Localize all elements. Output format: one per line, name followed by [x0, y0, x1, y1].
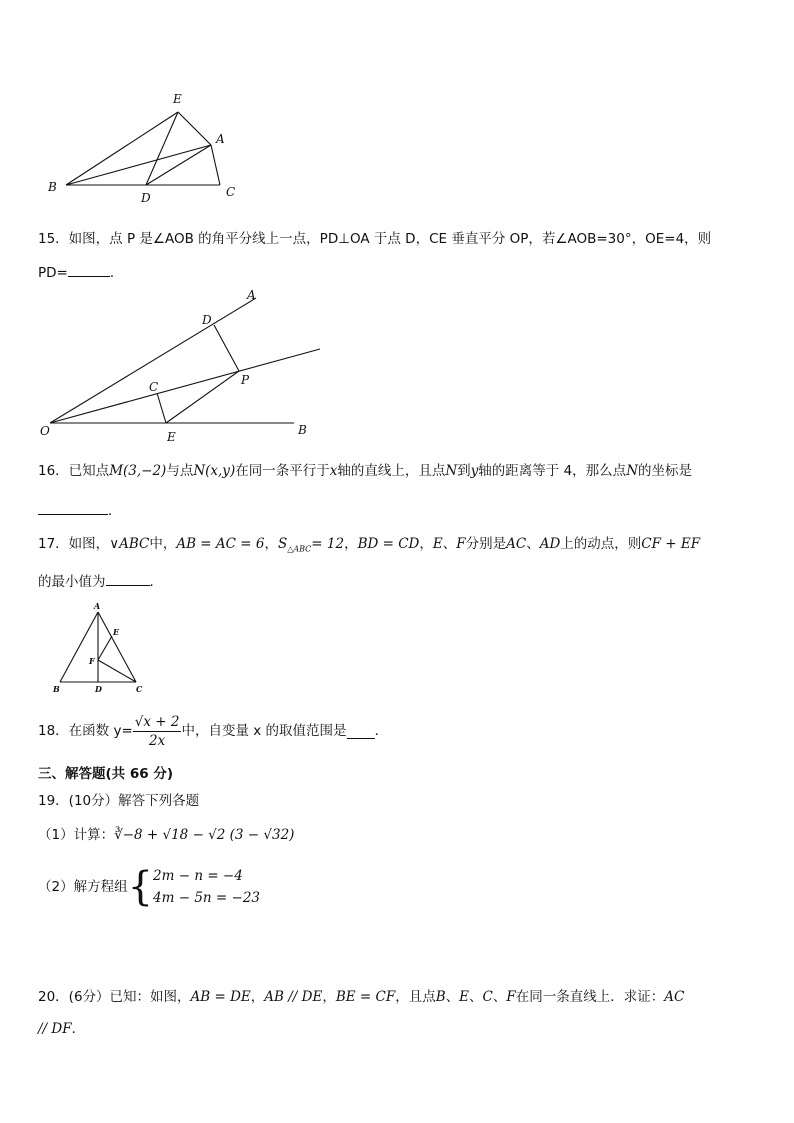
q20-line1 — [38, 988, 684, 1006]
q17-text-4: 上的动点，则 — [560, 536, 642, 552]
q17-end: ． — [149, 574, 163, 590]
q17-area-sub: △ABC — [287, 544, 312, 554]
q17-sep3: ， — [419, 536, 433, 552]
label-f: F — [89, 656, 95, 666]
q17-dot1: 、 — [442, 536, 457, 552]
ray-op — [50, 349, 320, 423]
q20-b: B — [435, 989, 446, 1005]
ray-oa — [50, 298, 256, 423]
q20-text-1: 20．(6分）已知：如图， — [38, 989, 191, 1005]
q20-parallel-df: // DF — [38, 1021, 72, 1037]
q17-text-1: 17．如图， — [38, 536, 110, 552]
q19-system — [153, 865, 260, 909]
label-d: D — [95, 684, 102, 694]
label-p: P — [241, 373, 250, 387]
q18-answer-blank[interactable] — [347, 724, 375, 739]
label-a: A — [216, 132, 225, 146]
q20-dot2: 、 — [468, 989, 483, 1005]
label-d: D — [202, 313, 212, 327]
q20-text-2: ，且点 — [395, 989, 436, 1005]
q16-x: x — [329, 463, 338, 479]
segment-ac — [211, 145, 220, 185]
q20-e: E — [459, 989, 469, 1005]
q20-sep1: ， — [250, 989, 265, 1005]
q20-line2 — [38, 1020, 85, 1038]
q19-part1-expression: ∛−8 + √18 − √2 (3 − √32) — [114, 827, 295, 843]
segment-fe — [98, 636, 112, 660]
q18-text-1: 18．在函数 y= — [38, 723, 133, 739]
q17-ad: AD — [539, 536, 561, 552]
q16-text-5: 到 — [457, 463, 471, 479]
q15-answer-blank[interactable] — [68, 262, 110, 277]
segment-pe — [166, 371, 239, 423]
label-b: B — [48, 180, 57, 194]
q17-eq1: AB = AC = 6 — [176, 536, 265, 552]
q15-line1: 15．如图，点 P 是∠AOB 的角平分线上一点，PD⊥OA 于点 D，CE 垂直平分 OP，若∠AOB=30°，OE=4，则 — [38, 231, 712, 247]
segment-ea — [178, 112, 211, 145]
q15-pd-label: PD= — [38, 265, 68, 281]
label-a: A — [247, 288, 256, 302]
q16-end: ． — [108, 503, 122, 519]
segment-be — [66, 112, 178, 185]
label-c: C — [149, 380, 159, 394]
label-b: B — [53, 684, 60, 694]
q20-eq1: AB = DE — [190, 989, 251, 1005]
q17-sep1: ， — [264, 536, 278, 552]
q18-numerator: √x + 2 — [134, 713, 180, 730]
segment-dp — [214, 325, 239, 371]
q17-triangle: ∨ABC — [109, 536, 150, 552]
q16-line2 — [38, 500, 122, 520]
q18-end: ． — [374, 723, 389, 739]
q17-line2 — [38, 571, 163, 591]
label-e: E — [173, 92, 182, 106]
q20-end: ． — [71, 1021, 86, 1037]
q19-part1-label: （1）计算： — [38, 827, 115, 843]
label-e: E — [113, 627, 120, 637]
label-c: C — [136, 684, 143, 694]
segment-ba — [66, 145, 211, 185]
q20-eq2: BE = CF — [335, 989, 396, 1005]
q17-e: E — [432, 536, 443, 552]
q17-text-3: 分别是 — [465, 536, 507, 552]
label-e: E — [167, 430, 176, 444]
q16-point-m: M(3,−2) — [109, 463, 167, 479]
figure-q15 — [36, 288, 336, 448]
q19-brace: { — [127, 864, 154, 910]
q20-parallel: AB // DE — [264, 989, 323, 1005]
label-d: D — [141, 191, 151, 205]
q20-sep2: ， — [322, 989, 336, 1005]
q18-denominator: 2x — [149, 732, 166, 749]
q16-y: y — [470, 463, 479, 479]
q16-text-3: 在同一条平行于 — [235, 463, 330, 479]
q17-ac: AC — [506, 536, 527, 552]
q19-part1 — [38, 826, 294, 844]
q16-n: N — [445, 463, 458, 479]
q17-f: F — [456, 536, 466, 552]
label-o: O — [40, 424, 50, 438]
q17-dot2: 、 — [526, 536, 540, 552]
q16-line1 — [38, 462, 692, 480]
q17-text-2: 中， — [149, 536, 177, 552]
q20-dot3: 、 — [492, 989, 507, 1005]
q16-n2: N — [626, 463, 638, 479]
q16-text-1: 16．已知点 — [38, 463, 110, 479]
q17-answer-blank[interactable] — [106, 571, 150, 586]
q17-sep2: ， — [344, 536, 358, 552]
label-c: C — [226, 185, 236, 199]
q17-expr: CF + EF — [641, 536, 701, 552]
q15-line2 — [38, 262, 123, 282]
q17-eq2: BD = CD — [357, 536, 420, 552]
q17-area: S — [277, 536, 288, 552]
q16-text-7: 的坐标是 — [638, 463, 692, 479]
q19-title: 19．(10分）解答下列各题 — [38, 793, 200, 809]
q19-part2 — [38, 862, 260, 912]
q17-text-5: 的最小值为 — [38, 574, 106, 590]
q20-c: C — [482, 989, 493, 1005]
q17-line1 — [38, 535, 700, 559]
segment-da — [146, 145, 211, 185]
q19-part2-label: （2）解方程组 — [38, 879, 128, 895]
q19-equation-2: 4m − 5n = −23 — [153, 890, 260, 906]
q16-text-6: 轴的距离等于 4，那么点 — [478, 463, 627, 479]
section-3-title: 三、解答题(共 66 分) — [38, 766, 174, 782]
q16-text-2: 与点 — [166, 463, 194, 479]
q15-end: ． — [109, 265, 124, 281]
segment-ce — [157, 393, 166, 423]
label-a: A — [94, 601, 101, 611]
q18-text-2: 中，自变量 x 的取值范围是 — [181, 723, 347, 739]
q16-point-n: N(x,y) — [193, 463, 236, 479]
q18-fraction — [133, 713, 182, 750]
q18-line — [38, 710, 388, 752]
q16-answer-blank[interactable] — [38, 500, 108, 515]
figure-q14 — [40, 88, 250, 208]
label-b: B — [298, 423, 307, 437]
q20-dot1: 、 — [445, 989, 460, 1005]
figure-q17 — [46, 600, 156, 696]
q17-area-val: = 12 — [311, 536, 345, 552]
segment-ab — [60, 612, 98, 682]
q20-text-3: 在同一条直线上．求证： — [515, 989, 665, 1005]
q20-f: F — [506, 989, 516, 1005]
q20-ac: AC — [664, 989, 685, 1005]
q19-equation-1: 2m − n = −4 — [153, 868, 243, 884]
q16-text-4: 轴的直线上，且点 — [337, 463, 446, 479]
